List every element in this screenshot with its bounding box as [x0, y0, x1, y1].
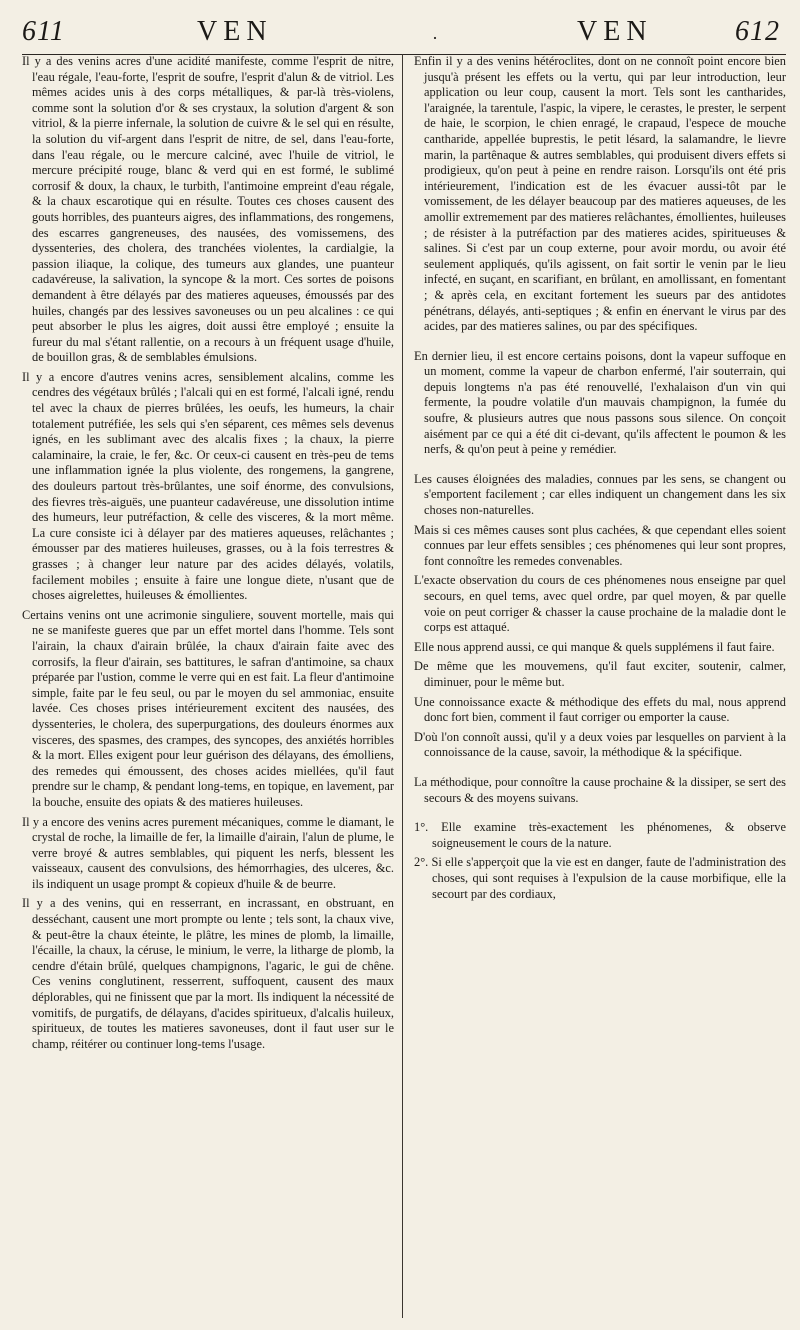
list-item-2: 2°. Si elle s'apperçoit que la vie est en danger, faute de l'administration des choses, qui sont requises à l'expulsion de la cause morbifique, elle la secourt par des cordiaux, — [414, 855, 786, 901]
paragraph-observation: L'exacte observation du cours de ces phénomenes nous enseigne par quel secours, en quel tems, avec quel ordre, par quel moyen, & par quelle voie on peut corriger & chasser la cause prochaine de la maladie dont le corps est attaqué. — [414, 573, 786, 635]
paragraph-suffocating-vapours: En dernier lieu, il est encore certains poisons, dont la vapeur suffoque en un moment, comme la vapeur de charbon enfermé, l'air souterrain, qui depuis longtems n'a pas été renouvellé, l'exhalaison d'un vin qui fermente, la poudre volatile d'un mauvais champignon, la fumée du soufre, & plusieurs autres que nous passons sous silence. On conçoit aisément par ce qui a été dit ci-devant, qu'ils affectent le poumon & les nerfs, & qu'on peut à peine y remédier. — [414, 348, 786, 457]
paragraph-singular-acrimony: Certains venins ont une acrimonie singuliere, souvent mortelle, mais qui ne se manifeste gueres que par un effet mortel dans l'homme. Tels sont l'airain, la chaux d'airain brûlée, la chaux d'airain faite avec des corrosifs, la fleur d'airain, ses battitures, le safran d'antimoine, sa chaux préparée par l'ustion, comme le verre qui en est fait. La fleur d'antimoine simple, faite par le feu seul, ou par le moyen du sel ammoniac, ensuite lavée. Ces choses prises intérieurement excitent des nausées, des dyssenteries, le cholera, des superpurgations, des douleurs énormes aux visceres, des spasmes, des crampes, des syncopes, des anxiétés horribles & la mort. Elles exigent pour leur guérison des délayans, des émolliens, des remedes qui émoussent, des choses acides miellées, qu'il faut prendre sur le champ, & pendant long-tems, en topique, en lavement, par la bouche, ensuite des opiats & des matieres huileuses. — [22, 607, 394, 809]
paragraph-two-ways: D'où l'on connoît aussi, qu'il y a deux voies par lesquelles on parvient à la connoissance de la cause, savoir, la méthodique & la spécifique. — [414, 729, 786, 760]
paragraph-hidden-causes: Mais si ces mêmes causes sont plus cachées, & que cependant elles soient connues par leur effets sensibles ; ces phénomenes qui leur sont propres, font connoître les remedes convenables. — [414, 522, 786, 568]
list-item-1: 1°. Elle examine très-exactement les phénomenes, & observe soigneusement le cours de la nature. — [414, 820, 786, 850]
paragraph-remote-causes: Les causes éloignées des maladies, connues par les sens, se changent ou s'emportent facilement ; car elles indiquent un changement dans les six choses non-naturelles. — [414, 471, 786, 518]
paragraph-supplements: Elle nous apprend aussi, ce qui manque & quels supplémens il faut faire. — [414, 639, 775, 654]
paragraph-alkaline-venins: Il y a encore d'autres venins acres, sensiblement alcalins, comme les cendres des végétaux brûlés ; l'alcali qui en est formé, l'alcali igné, rendu tel avec la chaux de pierres brûlées, les oeufs, les humeurs, la chair totalement putréfiée, les sels qui s'en séparent, ces mêmes sels devenus ignés, en les sublimant avec des alcalis fixes ; la chaux, la pierre calaminaire, la craie, le fer, &c. Or ceux-ci causent en très-peu de tems une inflammation ignée la plus violente, des rongemens, la gangrene, des douleurs partout très-brûlantes, une soif énorme, des convulsions, des fievres très-aiguës, une puanteur cadavéreuse, une dissolution intime des humeurs, leur putréfaction, & celle des visceres, & la mort même. La cure consiste ici à délayer par des matieres aqueuses, relâchantes ; émousser par des matieres huileuses, grasses, ou à la fois terrestres & grasses ; à changer leur nature par des acides délayés, volatils, facilement mobiles ; ensuite à faire une longue diete, n'usant que de choses aigrelettes, huileuses & émollientes. — [22, 369, 394, 603]
paragraph-methodical-knowledge: Une connoissance exacte & méthodique des effets du mal, nous apprend donc fort bien, comment il faut corriger ou emporter la cause. — [414, 694, 786, 725]
left-running-head: VEN — [197, 16, 273, 47]
right-page-number: 612 — [735, 16, 780, 47]
center-mark: · — [432, 28, 439, 48]
column-divider — [402, 54, 403, 1318]
paragraph-methodical-means: La méthodique, pour connoître la cause prochaine & la dissiper, se sert des secours & des moyens suivans. — [414, 774, 786, 805]
right-running-head: VEN — [577, 16, 653, 47]
paragraph-astringent-venins: Il y a des venins, qui en resserrant, en incrassant, en obstruant, en desséchant, causent une mort prompte ou lente ; tels sont, la chaux vive, & peut-être la chaux éteinte, le plâtre, les mines de plomb, la limaille, l'écaille, la chaux, la céruse, le minium, le verre, la litharge de plomb, la cendre d'étain brûlé, quelques champignons, l'agaric, le gui de chêne. Ces venins conglutinent, resserrent, suffoquent, causent des maux déplorables, qui ne finissent que par la mort. Ils indiquent la nécessité de vomitifs, de purgatifs, de délayans, d'acides spiritueux, d'alcalis huileux, spiritueux, de toutes les matieres savoneuses, dont il faut user sur le champ, réitérer ou continuer long-tems l'usage. — [22, 896, 394, 1051]
paragraph-acid-venins: Il y a des venins acres d'une acidité manifeste, comme l'esprit de nitre, l'eau régale, l'eau-forte, l'esprit de soufre, l'esprit d'alun & de vitriol. Les mêmes acides unis à des corps métalliques, & par-là très-violens, comme sont la solution d'or & ses crystaux, la solution d'argent & son vitriol, & la pierre infernale, la solution de cuivre & le sel qui en résulte, la solution du vif-argent dans l'esprit de nitre, de sel, dans l'eau-forte, dans l'eau régale, ou le mercure calciné, avec l'huile de vitriol, le mercure précipité rouge, blanc & verd qui en est formé, le sublimé corrosif & doux, la chaux, le turbith, l'antimoine empreint d'eau régale, & la chaux escarotique qui en résulte. Toutes ces choses causent des gouts horribles, des puanteurs aigres, des inflammations, des rongemens, des escarres gangreneuses, des nausées, des vomissemens, des dyssenteries, des cholera, des tranchées violentes, la cardialgie, la passion iliaque, la colique, des tumeurs aux glandes, une puanteur cadavéreuse, la salivation, la syncope & la mort. Ces sortes de poisons demandent à être délayés par des matieres aqueuses, émoussés par des huiles, changés par des lessives savoneuses ou un peu alcalines : ce qui peut absorber le plus les aigres, doit aussi être employé ; ensuite la fureur du mal s'étant rallentie, on a recours à un fréquent usage d'huile, de bouillon gras, & de semblables émulsions. — [22, 54, 394, 365]
left-page-number: 611 — [22, 16, 65, 47]
left-column — [22, 54, 394, 1324]
text-columns — [22, 54, 786, 1324]
paragraph-heteroclite-venins: Enfin il y a des venins hétéroclites, dont on ne connoît point encore bien jusqu'à présent les effets ou la vertu, qui par leur introduction, leur application ou leur coup, causent la mort. Tels sont les cantharides, l'araignée, la tarentule, l'aspic, la vipere, le cerastes, le prester, le serpent de haie, le scorpion, le chien enragé, le crapaud, l'espece de mouche cantharide, appellée buprestis, le petit lésard, la salamandre, le lievre marin, la partênaque & autres semblables, qui produisent divers effets si prodigieux, qu'on peut à peine en rendre raison. Lorsqu'ils ont été pris intérieurement, l'indication est de les évacuer aussi-tôt par le vomissement, de les délayer beaucoup par des matieres aqueuses, de les amollir extremement par des matieres relâchantes, émollientes, huileuses ; de résister à la putréfaction par des matieres acides, spiritueuses & salines. Si c'est par un coup externe, pour avoir mordu, ou avoir été seulement appliqués, qu'ils agissent, on fait sortir le venin par le lieu infecté, en suçant, en scarifiant, en brûlant, en amollissant, en fomentant ; & après cela, en excitant fortement les sueurs par des antidotes pénétrans, délayés, anti-septiques ; & enfin en énervant le virus par des acides, par des matieres salines, ou par des spécifiques. — [414, 54, 786, 334]
paragraph-movements: De même que les mouvemens, qu'il faut exciter, soutenir, calmer, diminuer, pour le même but. — [414, 659, 786, 689]
paragraph-mechanical-venins: Il y a encore des venins acres purement mécaniques, comme le diamant, le crystal de roche, la limaille de fer, la limaille d'airain, l'alun de plume, le verre broyé & autres semblables, qui piquent les nerfs, blessent les vaisseaux, causent des convulsions, des hémorrhagies, des ulceres, &c. ils indiquent un usage prompt & copieux d'huile & de beurre. — [22, 814, 394, 891]
running-header — [22, 14, 786, 55]
right-column — [414, 54, 786, 1324]
